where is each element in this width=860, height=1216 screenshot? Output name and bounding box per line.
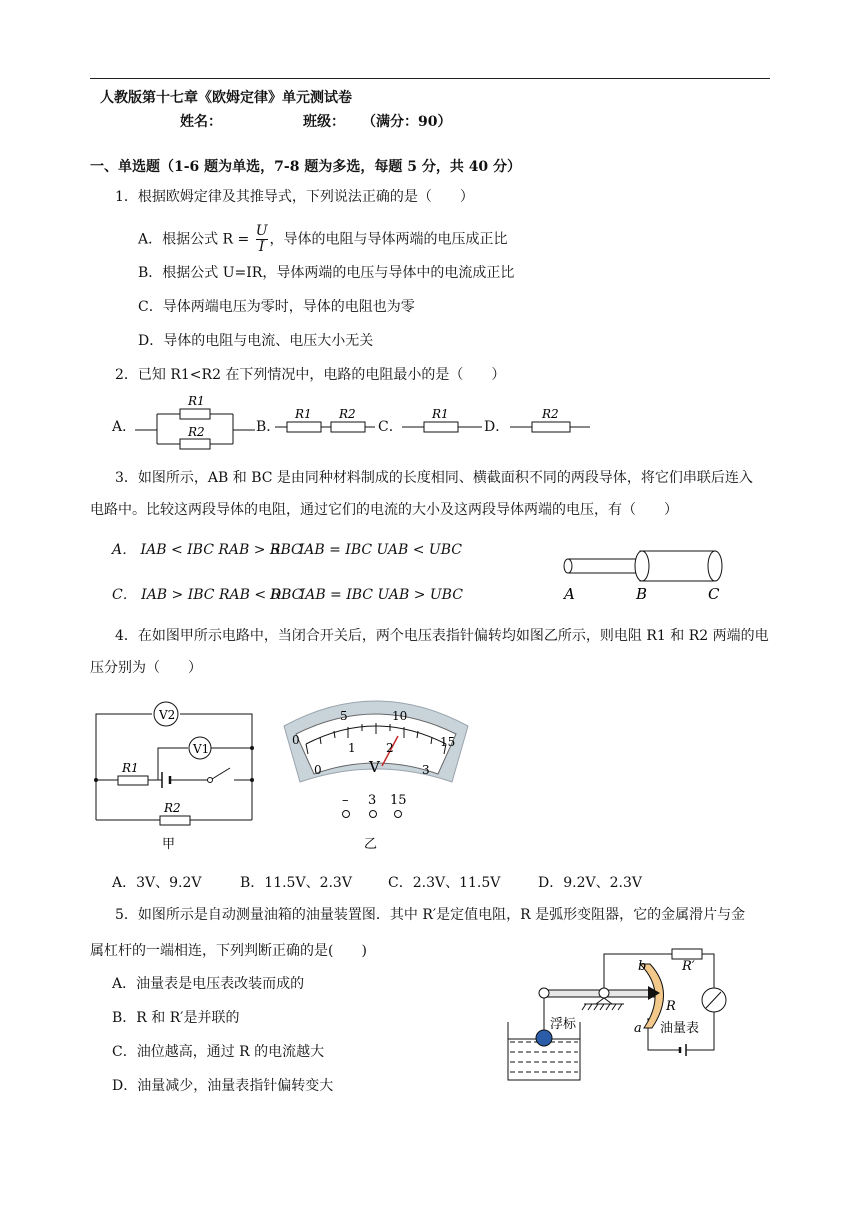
q2-option-a: A． [112, 419, 137, 435]
q1-a-prefix: A．根据公式 R = [138, 231, 254, 248]
label-r2: R2 [542, 407, 559, 421]
scale-top-10: 10 [392, 709, 408, 723]
q3-option-c: C． IAB > IBC RAB < RBC [112, 587, 303, 603]
q5-option-c: C．油位越高，通过 R 的电流越大 [112, 1044, 325, 1060]
q2-option-b: B． [256, 419, 281, 435]
q1-option-c: C．导体两端电压为零时，导体的电阻也为零 [138, 299, 415, 315]
q2-option-c: C． [378, 419, 403, 435]
q2-diagram-b-series [275, 405, 375, 435]
q4-option-c: C．2.3V、11.5V [388, 875, 501, 891]
label-v1: V1 [193, 742, 210, 756]
page-title: 人教版第十七章《欧姆定律》单元测试卷 [100, 90, 352, 106]
meter-label: 油量表 [660, 1021, 700, 1036]
label-c: C [708, 585, 720, 603]
label-a: a [634, 1021, 642, 1036]
q1-option-b: B．根据公式 U=IR，导体两端的电压与导体中的电流成正比 [138, 265, 515, 281]
top-rule [90, 78, 770, 79]
q2-stem: 2．已知 R1<R2 在下列情况中，电路的电阻最小的是（ ） [115, 367, 506, 383]
q4-circuit-diagram-jia [90, 700, 260, 860]
q3-option-b: B． IAB = IBC UAB < UBC [270, 542, 462, 558]
class-label: 班级： [303, 114, 345, 130]
label-r1: R1 [122, 761, 139, 775]
section-heading: 一、单选题（1-6 题为单选，7-8 题为多选，每题 5 分，共 40 分） [90, 159, 522, 175]
meter-unit: V [369, 758, 380, 776]
q1-stem: 1．根据欧姆定律及其推导式，下列说法正确的是（ ） [115, 189, 474, 205]
q1-a-suffix: ，导体的电阻与导体两端的电压成正比 [269, 231, 508, 248]
full-score: （满分：90） [362, 114, 452, 130]
fig-label-yi: 乙 [364, 837, 378, 852]
label-b: b [638, 959, 647, 974]
fraction-denominator: I [258, 239, 265, 255]
q4-option-a: A．3V、9.2V [112, 875, 202, 891]
terminal-minus: – [342, 793, 349, 808]
scale-bottom-0: 0 [314, 763, 322, 777]
name-label: 姓名： [180, 114, 222, 130]
label-r-prime: R′ [682, 959, 695, 974]
q3-stem-line2: 电路中。比较这两段导体的电阻，通过它们的电流的大小及这两段导体两端的电压，有（ ） [90, 502, 678, 518]
float-label: 浮标 [550, 1017, 577, 1032]
q5-option-d: D．油量减少，油量表指针偏转变大 [112, 1078, 334, 1094]
terminal-3: 3 [368, 793, 377, 808]
scale-bottom-3: 3 [422, 763, 430, 777]
label-b: B [636, 585, 648, 603]
q3-conductor-diagram [560, 545, 730, 605]
label-r: R [666, 999, 676, 1014]
label-v2: V2 [159, 708, 176, 722]
label-a: A [564, 585, 575, 603]
label-r2: R2 [339, 407, 356, 421]
q5-oil-gauge-diagram [500, 942, 740, 1087]
q3-stem-line1: 3．如图所示，AB 和 BC 是由同种材料制成的长度相同、横截面积不同的两段导体，将它们串联后连入 [115, 470, 753, 486]
fig-label-jia: 甲 [162, 837, 176, 852]
fraction [256, 224, 268, 255]
q4-stem-line1: 4．在如图甲所示电路中，当闭合开关后，两个电压表指针偏转均如图乙所示，则电阻 R1 和 R2 两端的电 [115, 628, 769, 644]
label-r1: R1 [432, 407, 449, 421]
q2-diagram-c-r1 [402, 405, 482, 435]
q1-option-d: D．导体的电阻与电流、电压大小无关 [138, 333, 374, 349]
q5-option-b: B．R 和 R′是并联的 [112, 1010, 240, 1026]
q4-option-d: D．9.2V、2.3V [538, 875, 642, 891]
q5-option-a: A．油量表是电压表改装而成的 [112, 976, 305, 992]
terminal-15: 15 [390, 793, 407, 808]
q3-option-d: D． IAB = IBC UAB > UBC [270, 587, 463, 603]
q2-diagram-d-r2 [510, 405, 590, 435]
scale-top-0: 0 [292, 733, 300, 747]
label-r2: R2 [164, 801, 181, 815]
q5-stem-line1: 5．如图所示是自动测量油箱的油量装置图．其中 R′是定值电阻，R 是弧形变阻器，它的金属滑片与金 [115, 907, 746, 923]
label-r1: R1 [188, 394, 205, 408]
q4-option-b: B．11.5V、2.3V [240, 875, 352, 891]
q4-stem-line2: 压分别为（ ） [90, 660, 202, 676]
q5-stem-line2: 属杠杆的一端相连，下列判断正确的是( ) [90, 943, 367, 959]
q2-option-d: D． [484, 419, 510, 435]
scale-top-15: 15 [440, 735, 456, 749]
scale-top-5: 5 [340, 709, 348, 723]
q3-option-a: A． IAB < IBC RAB > RBC [112, 542, 302, 558]
q1-option-a [138, 224, 508, 255]
q2-diagram-a-parallel [135, 392, 255, 452]
label-r2: R2 [188, 425, 205, 439]
fraction-numerator: U [255, 223, 268, 239]
q4-voltmeter-dial-yi [276, 690, 476, 860]
scale-bottom-1: 1 [348, 741, 356, 755]
scale-bottom-2: 2 [386, 741, 394, 755]
label-r1: R1 [295, 407, 312, 421]
